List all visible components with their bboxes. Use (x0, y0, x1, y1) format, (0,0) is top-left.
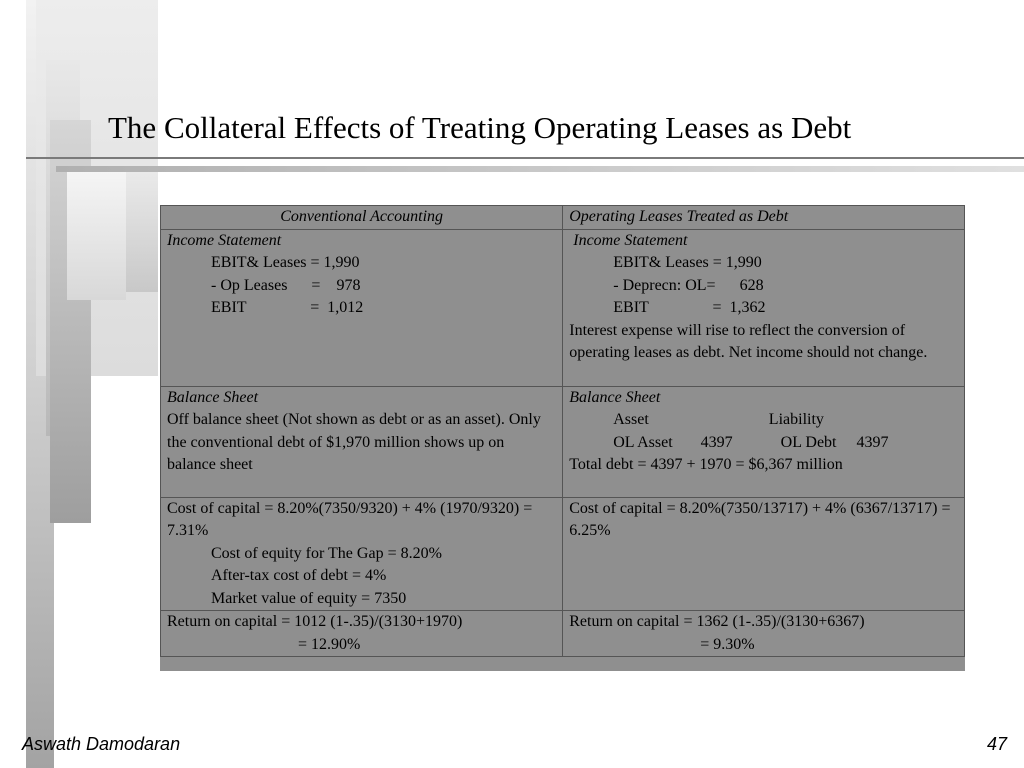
ebit-leases-line: EBIT& Leases = 1,990 (613, 254, 762, 271)
asset-liability-header: Asset Liability (613, 411, 824, 428)
op-leases-line: - Op Leases = 978 (211, 276, 361, 294)
depreciation-line: - Deprecn: OL= 628 (613, 276, 764, 294)
balance-sheet-row (161, 386, 965, 497)
ebit-line: EBIT = 1,362 (613, 299, 766, 316)
interest-note: Interest expense will rise to reflect the conversion of operating leases as debt. Net income should not change. (569, 321, 928, 361)
balance-sheet-leases-as-debt (563, 386, 965, 497)
return-on-capital-leases-as-debt (563, 611, 965, 657)
cost-of-capital-conventional (161, 497, 563, 611)
return-on-capital-formula: Return on capital = 1012 (1-.35)/(3130+1970) (167, 613, 463, 630)
ol-asset-debt-line: OL Asset 4397 OL Debt 4397 (613, 433, 889, 451)
cost-of-capital-row (161, 497, 965, 611)
table-footer-cell (161, 657, 965, 672)
cost-of-equity-line: Cost of equity for The Gap = 8.20% (211, 544, 442, 562)
table-header-row (161, 206, 965, 230)
balance-sheet-heading: Balance Sheet (569, 388, 661, 406)
income-statement-row (161, 229, 965, 386)
total-debt-line: Total debt = 4397 + 1970 = $6,367 million (569, 456, 843, 473)
comparison-table (160, 205, 965, 671)
cost-of-capital-leases-as-debt (563, 497, 965, 611)
table-footer-row (161, 657, 965, 672)
title-divider-shadow (56, 166, 1024, 172)
return-on-capital-conventional (161, 611, 563, 657)
income-statement-heading: Income Statement (569, 231, 688, 249)
income-statement-heading: Income Statement (167, 231, 282, 249)
income-statement-conventional (161, 229, 563, 386)
decorative-bar (67, 172, 126, 300)
page-number: 47 (986, 734, 1007, 754)
ebit-leases-line: EBIT& Leases = 1,990 (211, 254, 360, 271)
return-on-capital-result: = 12.90% (298, 635, 361, 653)
cost-of-capital-formula: Cost of capital = 8.20%(7350/13717) + 4% (6367/13717) = 6.25% (569, 499, 951, 539)
balance-sheet-conventional (161, 386, 563, 497)
market-value-equity-line: Market value of equity = 7350 (211, 589, 407, 607)
footer-author: Aswath Damodaran (22, 734, 181, 754)
return-on-capital-formula: Return on capital = 1362 (1-.35)/(3130+6367) (569, 613, 865, 630)
title-divider (26, 157, 1024, 159)
header-conventional: Conventional Accounting (161, 206, 563, 230)
header-leases-as-debt: Operating Leases Treated as Debt (563, 206, 965, 230)
decorative-bar (126, 172, 158, 292)
slide-title: The Collateral Effects of Treating Operating Leases as Debt (108, 110, 852, 145)
balance-sheet-heading: Balance Sheet (167, 388, 259, 406)
ebit-line: EBIT = 1,012 (211, 299, 364, 316)
income-statement-leases-as-debt (563, 229, 965, 386)
cost-of-debt-line: After-tax cost of debt = 4% (211, 567, 387, 584)
return-on-capital-result: = 9.30% (700, 635, 755, 653)
cost-of-capital-formula: Cost of capital = 8.20%(7350/9320) + 4% (1970/9320) = 7.31% (167, 499, 533, 539)
balance-sheet-text: Off balance sheet (Not shown as debt or as an asset). Only the conventional debt of $1,970 million shows up on balance sheet (167, 411, 541, 473)
return-on-capital-row (161, 611, 965, 657)
